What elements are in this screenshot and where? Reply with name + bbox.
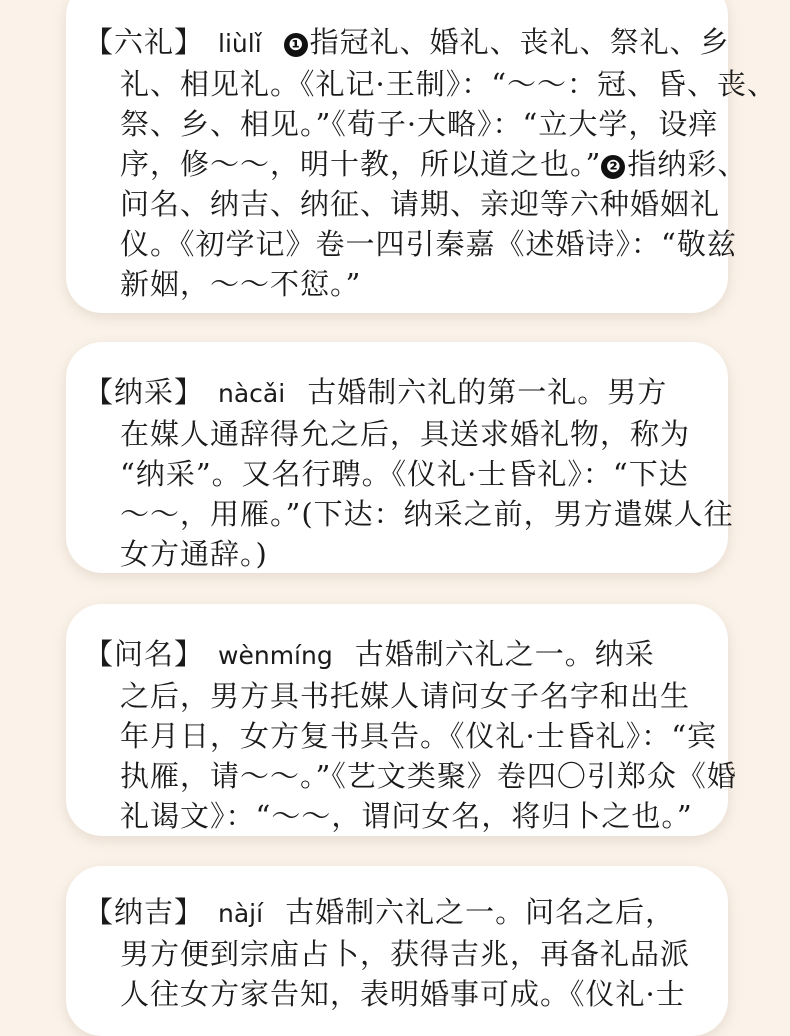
definition-line: “纳采”。又名行聘。《仪礼·士昏礼》：“下达: [120, 457, 689, 491]
definition-line: 古婚制六礼之一。问名之后，: [285, 895, 676, 929]
headword: 【纳采】: [84, 375, 205, 409]
definition-line: 女方通辞。): [120, 537, 268, 571]
headword: 【纳吉】: [84, 895, 205, 929]
sense-marker-2: ❷: [601, 155, 625, 179]
pinyin: nàcǎi: [218, 379, 286, 408]
entry-card-nacai: [66, 342, 734, 573]
definition-line: ～～，用雁。”(下达：纳采之前，男方遣媒人往: [120, 497, 734, 531]
entry-wenming: [84, 634, 737, 836]
entry-naji: [84, 892, 714, 1014]
headword: 【问名】: [84, 637, 205, 671]
definition-line: [84, 144, 748, 184]
pinyin: nàjí: [218, 899, 264, 928]
sense-marker-1: ❶: [284, 33, 308, 57]
entry-liuli: [84, 22, 778, 304]
definition-line: 祭、乡、相见。”《荀子·大略》：“立大学，设痒: [120, 107, 719, 141]
entry-card-naji: [66, 866, 728, 1036]
definition-line: 指冠礼、婚礼、丧礼、祭礼、乡: [309, 25, 730, 59]
definition-line: 新姻，～～不愆。”: [120, 267, 362, 301]
pinyin: liùlǐ: [218, 29, 262, 58]
entry-nacai: [84, 372, 734, 574]
entry-first-line: [84, 892, 714, 934]
definition-line: 古婚制六礼的第一礼。男方: [307, 375, 668, 409]
definition-line: 礼谒文》：“～～，谓问女名，将归卜之也。”: [120, 799, 693, 833]
definition-line: 仪。《初学记》卷一四引秦嘉《述婚诗》：“敬兹: [120, 227, 737, 261]
definition-line: 古婚制六礼之一。纳采: [354, 637, 655, 671]
definition-line: 男方便到宗庙占卜，获得吉兆，再备礼品派: [120, 937, 691, 971]
pinyin: wènmíng: [218, 641, 333, 670]
definition-line: 年月日，女方复书具告。《仪礼·士昏礼》：“宾: [120, 719, 718, 753]
entry-first-line: [84, 22, 730, 64]
definition-text: 序，修～～，明十教，所以道之也。”: [120, 147, 602, 181]
entry-card-wenming: [66, 604, 737, 836]
entry-first-line: [84, 634, 714, 676]
definition-line: 问名、纳吉、纳征、请期、亲迎等六种婚姻礼: [120, 187, 721, 221]
definition-text: 指纳彩、: [627, 147, 748, 181]
entry-card-liuli: [66, 0, 778, 313]
definition-line: 人往女方家告知，表明婚事可成。《仪礼·士: [120, 977, 686, 1011]
headword: 【六礼】: [84, 25, 205, 59]
definition-line: 礼、相见礼。《礼记·王制》：“～～：冠、昏、丧、: [120, 67, 778, 101]
definition-line: 执雁，请～～。”《艺文类聚》卷四〇引郑众《婚: [120, 759, 737, 793]
entry-first-line: [84, 372, 714, 414]
definition-line: 在媒人通辞得允之后，具送求婚礼物，称为: [120, 417, 691, 451]
definition-line: 之后，男方具书托媒人请问女子名字和出生: [120, 679, 691, 713]
